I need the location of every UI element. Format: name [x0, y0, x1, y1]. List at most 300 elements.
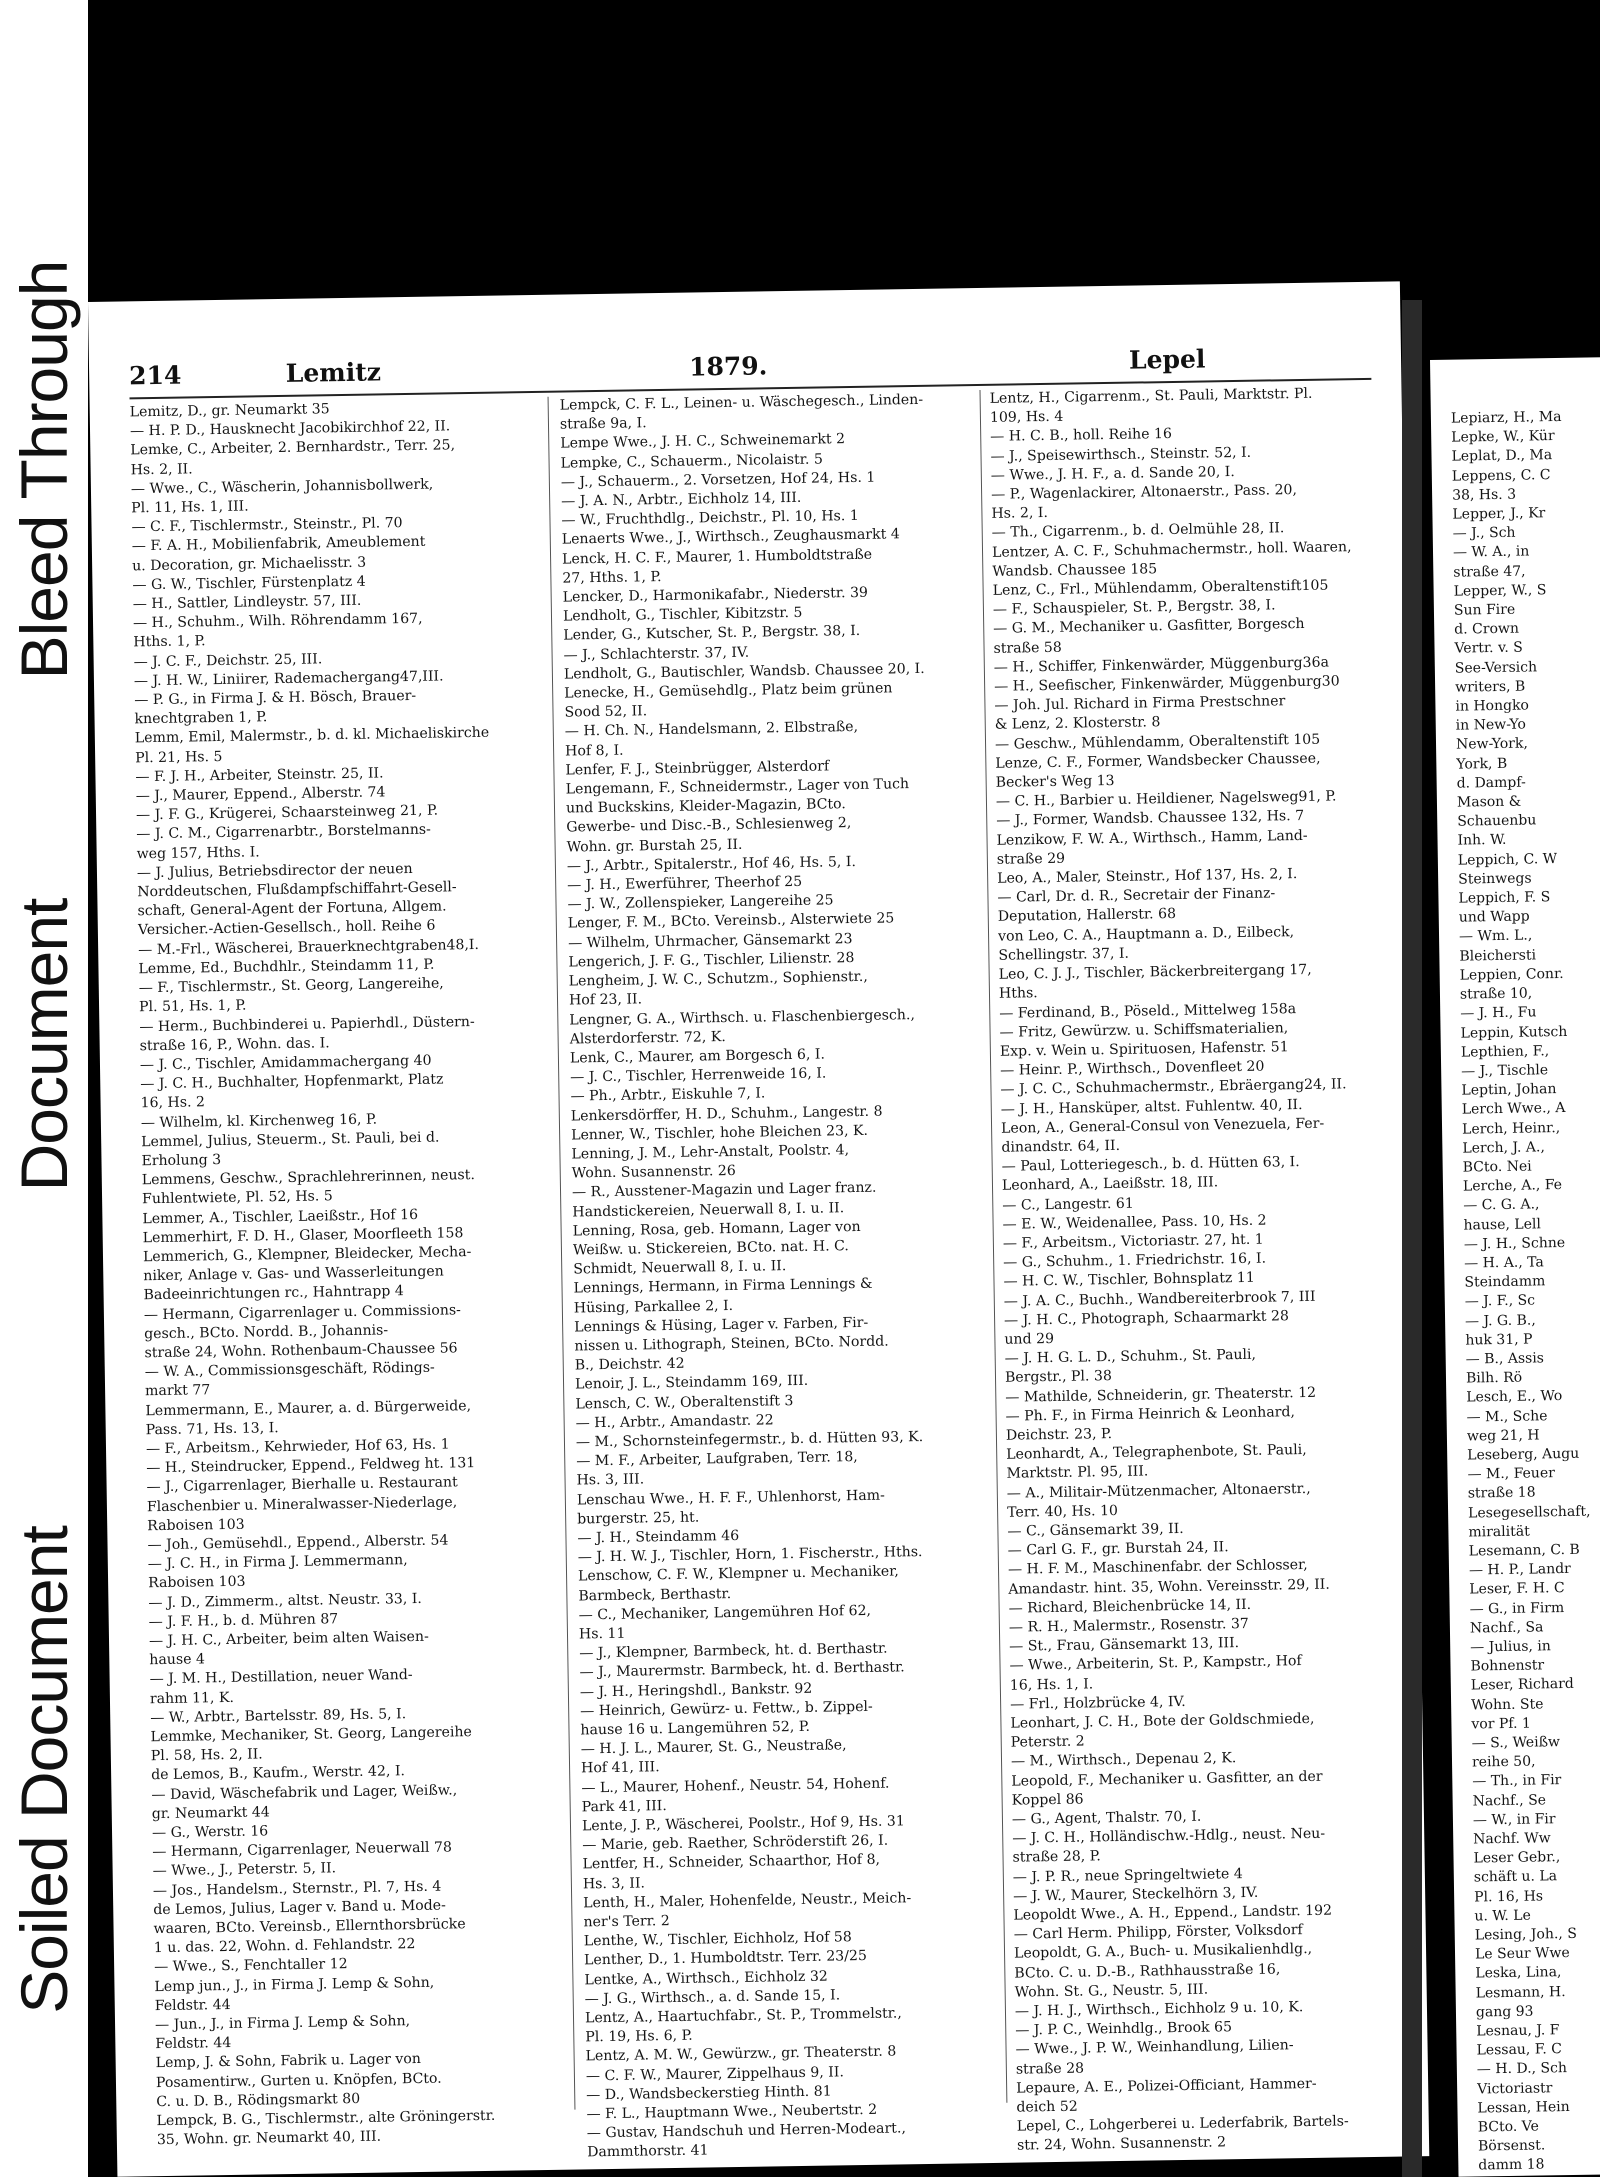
directory-entry: Raboisen 103: [148, 1574, 246, 1592]
page-number: 214: [128, 360, 182, 391]
directory-entry: New-York,: [1455, 735, 1528, 754]
directory-entry: Leser, F. H. C: [1469, 1580, 1565, 1598]
directory-entry: — J. W., Zollenspieker, Langereihe 25: [567, 892, 834, 913]
directory-entry: u. W. Le: [1474, 1907, 1531, 1925]
directory-entry: Bleichersti: [1459, 947, 1537, 965]
directory-entry: BCto. Ve: [1477, 2118, 1539, 2136]
directory-entry: Hths. 1, P.: [133, 633, 206, 651]
directory-entry: — H. J. L., Maurer, St. G., Neustraße,: [580, 1737, 847, 1758]
directory-entry: — David, Wäschefabrik und Lager, Weißw.,: [151, 1782, 458, 1803]
directory-entry: Leppien, Conr.: [1459, 965, 1564, 984]
directory-entry: Inh. W.: [1457, 832, 1507, 850]
directory-entry: — Hermann, Cigarrenlager u. Commissions-: [143, 1301, 462, 1323]
directory-entry: — J., Tischle: [1461, 1062, 1549, 1080]
directory-entry: — W., Fruchthdlg., Deichstr., Pl. 10, Hs. 1: [561, 508, 859, 529]
directory-entry: — Carl G. F., gr. Burstah 24, II.: [1007, 1539, 1229, 1559]
directory-entry: — J., Cigarrenlager, Bierhalle u. Restaurant: [146, 1474, 458, 1496]
directory-entry: Deichstr. 23, P.: [1005, 1426, 1113, 1444]
directory-entry: Lendholt, G., Tischler, Kibitzstr. 5: [562, 605, 803, 625]
directory-entry: — Jos., Handelsm., Sternstr., Pl. 7, Hs. 4: [152, 1878, 442, 1899]
directory-entry: — E. W., Weidenallee, Pass. 10, Hs. 2: [1002, 1212, 1267, 1233]
directory-entry: Pl. 51, Hs. 1, P.: [138, 997, 247, 1016]
directory-entry: Amandastr. hint. 35, Wohn. Vereinsstr. 29, II.: [1008, 1576, 1330, 1598]
directory-entry: — Joh., Gemüsehdl., Eppend., Alberstr. 54: [147, 1532, 449, 1554]
directory-entry: See-Versich: [1454, 658, 1538, 677]
directory-entry: — P., Wagenlackirer, Altonaerstr., Pass. 20,: [991, 482, 1298, 503]
directory-entry: Terr. 40, Hs. 10: [1007, 1502, 1119, 1521]
directory-entry: hause 16 u. Langemühren 52, P.: [580, 1718, 811, 1739]
directory-entry: — J. C. H., Buchhalter, Hopfenmarkt, Platz: [140, 1071, 444, 1093]
directory-entry: Leseberg, Augu: [1467, 1445, 1580, 1464]
directory-entry: Bilh. Rö: [1465, 1369, 1523, 1387]
directory-entry: Leplat, D., Ma: [1451, 447, 1553, 466]
directory-entry: 16, Hs. 2: [140, 1094, 206, 1112]
directory-entry: — J. C. M., Cigarrenarbtr., Borstelmanns-: [136, 822, 431, 843]
left-running-head: Lemitz: [285, 357, 382, 388]
directory-entry: — Richard, Bleichenbrücke 14, II.: [1008, 1596, 1252, 1617]
next-page-edge: [1430, 357, 1600, 2177]
directory-entry: — Wwe., J., Peterstr. 5, II.: [152, 1860, 337, 1880]
directory-entry: — J. M. H., Destillation, neuer Wand-: [149, 1667, 413, 1688]
directory-entry: Le Seur Wwe: [1474, 1945, 1570, 1963]
directory-entry: und Wapp: [1458, 908, 1530, 926]
directory-entry: — C., Mechaniker, Langemühren Hof 62,: [578, 1602, 872, 1624]
directory-entry: Leonhard, A., Laeißstr. 18, III.: [1001, 1174, 1219, 1195]
directory-entry: Lentz, H., Cigarrenm., St. Pauli, Marktstr. Pl.: [989, 385, 1313, 407]
directory-entry: u. Decoration, gr. Michaelisstr. 3: [132, 554, 367, 574]
directory-entry: — Jun., J., in Firma J. Lemp & Sohn,: [154, 2013, 411, 2034]
directory-entry: reihe 50,: [1471, 1753, 1536, 1771]
directory-entry: Lepaure, A. E., Polizei-Officiant, Hammer-: [1016, 2075, 1317, 2097]
directory-entry: Lenschow, C. F. W., Klempner u. Mechaniker,: [577, 1563, 899, 1585]
directory-entry: — J. H. J., Wirthsch., Eichholz 9 u. 10, K.: [1014, 1999, 1304, 2020]
directory-entry: — L., Maurer, Hohenf., Neustr. 54, Hohenf.: [581, 1775, 890, 1797]
directory-entry: — J., Former, Wandsb. Chaussee 132, Hs. 7: [996, 808, 1305, 830]
directory-entry: — J. F. G., Krügerei, Schaarsteinweg 21, P.: [135, 802, 439, 824]
directory-entry: — C. F., Tischlermstr., Steinstr., Pl. 70: [131, 515, 403, 536]
directory-entry: — J. H. W., Liniirer, Rademachergang47,III.: [133, 668, 444, 690]
directory-entry: Lempck, C. F. L., Leinen- u. Wäschegesch., Linden-: [559, 391, 924, 414]
directory-entry: Lengemann, F., Schneidermstr., Lager von Tuch: [565, 776, 910, 798]
right-running-head: Lepel: [1128, 344, 1206, 375]
directory-entry: — B., Assis: [1465, 1350, 1545, 1368]
directory-entry: — H., Steindrucker, Eppend., Feldweg ht. 131: [146, 1455, 476, 1477]
directory-entry: Nachf., Se: [1472, 1791, 1547, 1810]
directory-entry: — J. H. C., Arbeiter, beim alten Waisen-: [148, 1628, 429, 1650]
directory-entry: — F., Schauspieler, St. P., Bergstr. 38, I.: [992, 597, 1276, 619]
directory-entry: ner's Terr. 2: [583, 1913, 670, 1931]
directory-entry: — H. F. M., Maschinenfabr. der Schlosser,: [1007, 1557, 1308, 1579]
directory-entry: — Paul, Lotteriegesch., b. d. Hütten 63, I.: [1001, 1154, 1300, 1175]
directory-entry: — J. Julius, Betriebsdirector der neuen: [136, 860, 413, 882]
directory-entry: Posamentirw., Gurten u. Knöpfen, BCto.: [155, 2070, 442, 2091]
directory-entry: Lemmermann, E., Maurer, a. d. Bürgerweide,: [145, 1397, 472, 1419]
directory-entry: Leon, A., General-Consul von Venezuela, Fer-: [1000, 1115, 1325, 1137]
directory-entry: — D., Wandsbeckerstieg Hinth. 81: [586, 2083, 832, 2104]
directory-entry: Lemmel, Julius, Steuerm., St. Pauli, bei d.: [141, 1129, 440, 1150]
directory-entry: — F. A. H., Mobilienfabrik, Ameublement: [131, 534, 426, 555]
directory-entry: Victoriastr: [1477, 2079, 1553, 2098]
directory-entry: — J. D., Zimmerm., altst. Neustr. 33, I.: [148, 1590, 422, 1611]
directory-entry: rahm 11, K.: [149, 1689, 235, 1707]
directory-entry: Lemmer, A., Tischler, Laeißstr., Hof 16: [142, 1206, 419, 1227]
directory-entry: — J. C., Tischler, Herrenweide 16, I.: [570, 1065, 827, 1086]
directory-entry: Lente, J. P., Wäscherei, Poolstr., Hof 9, Hs. 31: [581, 1813, 905, 1835]
directory-entry: Lesnau, J. F: [1476, 2022, 1560, 2040]
directory-entry: Leonhardt, A., Telegraphenbote, St. Pauli,: [1006, 1442, 1307, 1463]
directory-column-3: [989, 384, 1417, 2157]
directory-entry: — M., Feuer: [1467, 1465, 1556, 1483]
directory-entry: Nachf. Ww: [1473, 1830, 1551, 1848]
directory-entry: — G. M., Mechaniker u. Gasfitter, Borgesch: [993, 616, 1305, 638]
directory-entry: — H. P., Landr: [1468, 1561, 1571, 1579]
directory-entry: vor Pf. 1: [1471, 1715, 1531, 1733]
directory-entry: — S., Weißw: [1471, 1734, 1561, 1752]
directory-entry: Flaschenbier u. Mineralwasser-Niederlage,: [146, 1493, 458, 1515]
directory-entry: Lengerich, J. F. G., Tischler, Lilienstr. 28: [568, 949, 855, 971]
directory-entry: Leppich, F. S: [1458, 889, 1551, 907]
directory-entry: Lenfer, F. J., Steinbrügger, Alsterdorf: [565, 758, 830, 779]
directory-entry: dinandstr. 64, II.: [1001, 1137, 1121, 1156]
directory-entry: Lemitz, D., gr. Neumarkt 35: [129, 401, 330, 421]
directory-entry: Lenze, C. F., Former, Wandsbecker Chaussee,: [995, 750, 1321, 772]
directory-entry: Lenzikow, F. W. A., Wirthsch., Hamm, Land-: [996, 827, 1308, 849]
directory-entry: weg 157, Hths. I.: [136, 844, 260, 862]
directory-entry: Marktstr. Pl. 95, III.: [1006, 1463, 1149, 1483]
directory-entry: straße 28: [1015, 2060, 1085, 2078]
directory-entry: Lenz, C., Frl., Mühlendamm, Oberaltenstift105: [992, 577, 1329, 599]
directory-entry: — J. P. R., neue Springeltwiete 4: [1012, 1865, 1243, 1886]
directory-entry: — H. Ch. N., Handelsmann, 2. Elbstraße,: [564, 719, 859, 741]
directory-entry: Lemp jun., J., in Firma J. Lemp & Sohn,: [154, 1974, 435, 1995]
directory-entry: Schellingstr. 37, I.: [998, 945, 1130, 964]
directory-entry: Lenck, H. C. F., Maurer, 1. Humboldtstraße: [561, 546, 873, 568]
directory-entry: Hof 41, III.: [580, 1759, 660, 1777]
directory-entry: Hs. 2, I.: [991, 505, 1049, 523]
directory-entry: straße 28, P.: [1012, 1848, 1101, 1867]
directory-entry: — Heinrich, Gewürz- u. Fettw., b. Zippel-: [580, 1698, 873, 1720]
directory-entry: weg 21, H: [1466, 1427, 1540, 1445]
directory-entry: Börsenst.: [1477, 2137, 1546, 2155]
directory-entry: Lencker, D., Harmonikafabr., Niederstr. 39: [562, 584, 869, 606]
directory-entry: Hof 8, I.: [564, 742, 624, 760]
directory-entry: — W., in Fir: [1472, 1811, 1556, 1829]
directory-entry: straße 18: [1467, 1484, 1536, 1502]
directory-entry: — M. F., Arbeiter, Laufgraben, Terr. 18,: [576, 1449, 858, 1470]
directory-entry: Lemme, Ed., Buchdhlr., Steindamm 11, P.: [138, 956, 435, 978]
directory-entry: straße 29: [996, 850, 1066, 868]
directory-entry: hause 4: [149, 1651, 206, 1669]
directory-entry: Erholung 3: [141, 1151, 222, 1170]
directory-entry: Hs. 3, II.: [582, 1875, 646, 1893]
directory-entry: — A., Militair-Mützenmacher, Altonaerstr.,: [1006, 1480, 1311, 1502]
directory-entry: Weißw. u. Stickereien, BCto. nat. H. C.: [572, 1238, 849, 1259]
directory-entry: Hof 23, II.: [568, 991, 643, 1009]
directory-entry: Lerch, J. A.,: [1462, 1139, 1545, 1157]
directory-entry: Lemp, J. & Sohn, Fabrik u. Lager von: [155, 2051, 422, 2072]
directory-entry: damm 18: [1478, 2156, 1545, 2174]
directory-entry: Steindamm: [1464, 1273, 1546, 1291]
directory-entry: — J., Schlachterstr. 37, IV.: [563, 644, 750, 664]
directory-entry: — Joh. Jul. Richard in Firma Prestschner: [994, 693, 1286, 715]
directory-entry: — Carl, Dr. d. R., Secretair der Finanz-: [997, 885, 1276, 907]
directory-entry: — R. H., Malermstr., Rosenstr. 37: [1008, 1615, 1249, 1636]
directory-entry: Hs. 3, III.: [576, 1471, 645, 1489]
directory-entry: — J., Schauerm., 2. Vorsetzen, Hof 24, Hs. 1: [560, 469, 876, 491]
directory-entry: — G., Schuhm., 1. Friedrichstr. 16, I.: [1003, 1250, 1267, 1271]
directory-entry: — J., Sch: [1452, 524, 1516, 542]
directory-entry: Hs. 11: [578, 1625, 626, 1643]
directory-entry: deich 52: [1016, 2098, 1078, 2116]
directory-entry: Wandsb. Chaussee 185: [992, 561, 1158, 580]
directory-entry: Handstickereien, Neuerwall 8, I. u. II.: [572, 1199, 845, 1221]
directory-entry: — Wwe., J. P. W., Weinhandlung, Lilien-: [1015, 2037, 1294, 2059]
directory-entry: Lepel, C., Lohgerberei u. Lederfabrik, Bartels-: [1016, 2113, 1349, 2135]
directory-entry: straße 10,: [1459, 985, 1533, 1003]
directory-entry: Wohn. St. G., Neustr. 5, III.: [1014, 1981, 1209, 2001]
directory-entry: nissen u. Lithograph, Steinen, BCto. Nordd.: [574, 1333, 889, 1355]
directory-entry: Leopoldt Wwe., A. H., Eppend., Landstr. 192: [1013, 1902, 1333, 1924]
directory-entry: Lenkersdörffer, H. D., Schuhm., Langestr. 8: [570, 1103, 883, 1125]
directory-entry: Lennings, Hermann, in Firma Lennings &: [573, 1276, 873, 1297]
directory-entry: Leonhart, J. C. H., Bote der Goldschmiede,: [1010, 1710, 1315, 1732]
directory-entry: — C. F. W., Maurer, Zippelhaus 9, II.: [585, 2064, 844, 2085]
directory-entry: — Herm., Buchbinderei u. Papierhdl., Düstern-: [139, 1013, 475, 1035]
directory-entry: und Buckskins, Kleider-Magazin, BCto.: [565, 796, 846, 817]
directory-entry: — J. A. C., Buchh., Wandbereiterbrook 7, III: [1003, 1288, 1316, 1310]
directory-entry: Lemmke, Mechaniker, St. Georg, Langereihe: [150, 1724, 472, 1746]
page-year: 1879.: [688, 351, 768, 382]
directory-entry: Deputation, Hallerstr. 68: [997, 906, 1177, 926]
directory-entry: Leska, Lina,: [1475, 1964, 1562, 1982]
directory-entry: — H. A., Ta: [1464, 1254, 1544, 1272]
directory-entry: Lempke, C., Schauerm., Nicolaistr. 5: [560, 451, 823, 472]
directory-entry: & Lenz, 2. Klosterstr. 8: [994, 714, 1161, 734]
directory-entry: — M., Wirthsch., Depenau 2, K.: [1010, 1750, 1237, 1771]
directory-entry: Pl. 11, Hs. 1, III.: [131, 498, 249, 517]
directory-entry: Feldstr. 44: [154, 1996, 231, 2015]
directory-entry: und 29: [1004, 1330, 1055, 1348]
directory-entry: Vertr. v. S: [1454, 640, 1523, 658]
directory-entry: schäft u. La: [1473, 1868, 1558, 1886]
directory-entry: burgerstr. 25, ht.: [577, 1509, 700, 1528]
directory-entry: Versicher.-Actien-Gesellsch., holl. Reihe 6: [137, 918, 436, 939]
directory-entry: — Hermann, Cigarrenlager, Neuerwall 78: [152, 1839, 453, 1861]
directory-entry: Pl. 58, Hs. 2, II.: [150, 1746, 263, 1765]
directory-entry: — J., Speisewirthsch., Steinstr. 52, I.: [990, 444, 1252, 465]
directory-entry: — Mathilde, Schneiderin, gr. Theaterstr. 12: [1005, 1384, 1317, 1406]
directory-entry: Leppin, Kutsch: [1460, 1023, 1568, 1042]
directory-entry: Leser, Richard: [1470, 1676, 1574, 1694]
directory-entry: — G. W., Tischler, Fürstenplatz 4: [132, 573, 366, 594]
directory-entry: — Wwe., J. H. F., a. d. Sande 20, I.: [990, 463, 1235, 484]
directory-entry: Lenecke, H., Gemüsehdlg., Platz beim grünen: [564, 680, 893, 702]
directory-entry: knechtgraben 1, P.: [134, 709, 268, 728]
directory-entry: Badeeinrichtungen rc., Hahntrapp 4: [143, 1283, 404, 1304]
directory-entry: — C., Langestr. 61: [1002, 1195, 1134, 1214]
directory-entry: — F., Tischlermstr., St. Georg, Langereihe,: [138, 975, 444, 997]
directory-entry: — J., Maurermstr. Barmbeck, ht. d. Berthastr.: [579, 1659, 905, 1681]
directory-entry: Hüsing, Parkallee 2, I.: [573, 1297, 734, 1317]
directory-entry: — Gustav, Handschuh und Herren-Modeart.,: [586, 2120, 906, 2142]
directory-entry: — J. H. C., Photograph, Schaarmarkt 28: [1003, 1308, 1289, 1329]
directory-entry: — Wwe., S., Fenchtaller 12: [154, 1956, 348, 1976]
directory-entry: — H., Arbtr., Amandastr. 22: [575, 1412, 774, 1432]
directory-entry: — M., Sche: [1466, 1407, 1548, 1426]
directory-entry: Sood 52, II.: [564, 703, 648, 721]
directory-entry: Schmidt, Neuerwall 8, I. u. II.: [573, 1258, 787, 1278]
directory-entry: — J. F., Sc: [1464, 1292, 1536, 1310]
directory-entry: — J. F. H., b. d. Mühren 87: [148, 1611, 339, 1631]
directory-entry: — Carl Herm. Philipp, Förster, Volksdorf: [1013, 1922, 1303, 1943]
directory-entry: Lenk, C., Maurer, am Borgesch 6, I.: [569, 1046, 826, 1067]
directory-entry: Raboisen 103: [147, 1516, 245, 1535]
directory-entry: Lenaerts Wwe., J., Wirthsch., Zeughausmarkt 4: [561, 526, 900, 549]
directory-entry: — J., Arbtr., Spitalerstr., Hof 46, Hs. 5, I.: [566, 853, 856, 875]
directory-entry: — H. P. D., Hausknecht Jacobikirchhof 22, II.: [129, 418, 451, 440]
directory-entry: Lenthe, W., Tischler, Eichholz, Hof 58: [583, 1929, 852, 1950]
directory-entry: B., Deichstr. 42: [574, 1355, 685, 1374]
directory-entry: gesch., BCto. Nordd. B., Johannis-: [144, 1322, 389, 1342]
directory-entry: — M.-Frl., Wäscherei, Brauerknechtgraben48,I.: [138, 936, 480, 958]
directory-entry: Pl. 21, Hs. 5: [135, 748, 223, 766]
directory-entry: — H. C. W., Tischler, Bohnsplatz 11: [1003, 1270, 1255, 1291]
directory-column-2: [560, 390, 998, 2163]
directory-entry: Lemmerhirt, F. D. H., Glaser, Moorfleeth 158: [142, 1224, 464, 1246]
directory-entry: York, B: [1456, 755, 1508, 773]
directory-entry: Feldstr. 44: [155, 2035, 232, 2053]
directory-entry: — C. H., Barbier u. Heildiener, Nagelsweg91, P.: [995, 788, 1337, 811]
directory-entry: schaft, General-Agent der Fortuna, Allgem.: [137, 898, 447, 920]
directory-entry: 38, Hs. 3: [1452, 486, 1517, 504]
directory-entry: — R., Ausstener-Magazin und Lager franz.: [571, 1180, 877, 1201]
directory-entry: Koppel 86: [1011, 1791, 1084, 1809]
directory-entry: 16, Hs. 1, I.: [1009, 1675, 1094, 1694]
directory-entry: Peterstr. 2: [1010, 1733, 1085, 1751]
directory-entry: — J. H., Fu: [1460, 1004, 1537, 1022]
directory-entry: Fuhlentwiete, Pl. 52, Hs. 5: [141, 1188, 333, 1208]
directory-entry: Lendholt, G., Bautischler, Wandsb. Chaussee 20, I.: [563, 660, 925, 683]
directory-entry: Wohn. Susannenstr. 26: [571, 1163, 736, 1182]
directory-entry: — F. J. H., Arbeiter, Steinstr. 25, II.: [135, 765, 384, 786]
directory-entry: — J. H., Schne: [1463, 1234, 1566, 1253]
directory-entry: — H. C. B., holl. Reihe 16: [990, 426, 1173, 446]
directory-entry: — G., Agent, Thalstr. 70, I.: [1011, 1808, 1202, 1828]
directory-entry: Lesegesellschaft,: [1467, 1503, 1591, 1522]
directory-entry: — Fritz, Gewürzw. u. Schiffsmaterialien,: [999, 1019, 1289, 1041]
directory-entry: Lempck, B. G., Tischlermstr., alte Gröningerstr.: [156, 2107, 496, 2130]
directory-entry: Leppens, C. C: [1451, 466, 1551, 485]
directory-entry: Lentz, A. M. W., Gewürzw., gr. Theaterstr. 8: [585, 2043, 897, 2065]
directory-entry: — H. D., Sch: [1476, 2060, 1568, 2078]
directory-entry: Lentke, A., Wirthsch., Eichholz 32: [584, 1968, 828, 1989]
next-page-column: [1451, 408, 1600, 2176]
directory-entry: straße 9a, I.: [559, 415, 647, 433]
directory-entry: Lensch, C. W., Oberaltenstift 3: [575, 1392, 794, 1413]
directory-entry: — Th., in Fir: [1472, 1772, 1562, 1790]
directory-entry: — F. L., Hauptmann Wwe., Neubertstr. 2: [586, 2101, 878, 2123]
directory-entry: Lerch, Heinr.,: [1461, 1119, 1561, 1138]
directory-entry: Mason &: [1456, 793, 1522, 811]
directory-entry: Hths.: [998, 985, 1038, 1003]
directory-entry: — Wwe., C., Wäscherin, Johannisbollwerk,: [130, 476, 434, 498]
directory-entry: — C., Gänsemarkt 39, II.: [1007, 1520, 1184, 1540]
directory-entry: Leo, A., Maler, Steinstr., Hof 137, Hs. 2, I.: [997, 866, 1298, 887]
directory-entry: Lentzer, A. C. F., Schuhmachermstr., holl. Waaren,: [991, 538, 1352, 561]
directory-entry: Barmbeck, Berthastr.: [578, 1585, 732, 1605]
directory-entry: Lemmens, Geschw., Sprachlehrerinnen, neust.: [141, 1167, 475, 1189]
book-gutter: [1402, 300, 1422, 2177]
directory-entry: Lenning, J. M., Lehr-Anstalt, Poolstr. 4,: [571, 1142, 850, 1163]
directory-entry: Lepke, W., Kür: [1451, 428, 1555, 446]
directory-entry: str. 24, Wohn. Susannenstr. 2: [1016, 2134, 1227, 2155]
directory-entry: Lenth, H., Maler, Hohenfelde, Neustr., Meich-: [583, 1890, 912, 1912]
directory-entry: Wohn. gr. Burstah 25, II.: [566, 836, 743, 856]
directory-entry: Lerche, A., Fe: [1462, 1177, 1563, 1195]
directory-entry: Hs. 2, II.: [130, 460, 193, 478]
directory-entry: Gewerbe- und Disc.-B., Schlesienweg 2,: [566, 815, 852, 837]
directory-entry: Lepper, W., S: [1453, 582, 1547, 600]
directory-entry: — Wilhelm, kl. Kirchenweg 16, P.: [140, 1111, 378, 1131]
directory-entry: Lemm, Emil, Malermstr., b. d. kl. Michaeliskirche: [134, 725, 490, 747]
directory-entry: Sun Fire: [1453, 601, 1516, 619]
directory-entry: — C. G. A.,: [1463, 1196, 1540, 1214]
directory-entry: — W. A., Commissionsgeschäft, Rödings-: [144, 1359, 435, 1381]
directory-entry: straße 16, P., Wohn. das. I.: [139, 1034, 330, 1054]
directory-entry: Lepthien, F.,: [1460, 1042, 1550, 1061]
directory-entry: Lender, G., Kutscher, St. P., Bergstr. 38, I.: [563, 623, 861, 645]
directory-entry: — H., Seefischer, Finkenwärder, Müggenburg30: [994, 673, 1340, 695]
directory-entry: Lerch Wwe., A: [1461, 1100, 1566, 1118]
directory-entry: C. u. D. B., Rödingsmarkt 80: [156, 2090, 361, 2111]
directory-entry: Lemke, C., Arbeiter, 2. Bernhardstr., Terr. 25,: [130, 437, 456, 459]
directory-entry: d. Crown: [1454, 620, 1520, 638]
directory-entry: — J., Maurer, Eppend., Alberstr. 74: [135, 784, 386, 805]
directory-entry: Leptin, Johan: [1461, 1081, 1557, 1099]
sidebar: Soiled Document Document Bleed Through: [0, 0, 88, 2177]
directory-entry: waaren, BCto. Vereinsb., Ellernthorsbrücke: [153, 1916, 466, 1938]
directory-entry: gr. Neumarkt 44: [151, 1804, 270, 1823]
directory-entry: Lengner, G. A., Wirthsch. u. Flaschenbiergesch.,: [569, 1006, 915, 1029]
directory-entry: in New-Yo: [1455, 716, 1526, 734]
directory-entry: Lemmerich, G., Klempner, Bleidecker, Mecha-: [142, 1244, 472, 1266]
directory-entry: Lesch, E., Wo: [1466, 1388, 1563, 1406]
directory-entry: Park 41, III.: [581, 1797, 667, 1816]
directory-entry: — J. P. C., Weinhdlg., Brook 65: [1015, 2019, 1233, 2039]
directory-entry: 27, Hths. 1, P.: [562, 568, 662, 587]
directory-entry: straße 47,: [1453, 563, 1526, 581]
directory-entry: — H., Sattler, Lindleystr. 57, III.: [132, 592, 362, 613]
directory-entry: Leopoldt, G. A., Buch- u. Musikalienhdlg.,: [1013, 1941, 1313, 1963]
directory-entry: — Wm. L.,: [1458, 927, 1533, 946]
directory-entry: Lenger, F. M., BCto. Vereinsb., Alsterwiete 25: [567, 910, 895, 933]
directory-entry: Leser Gebr.,: [1473, 1849, 1561, 1867]
directory-entry: Lentz, A., Haartuchfabr., St. P., Trommelstr.,: [584, 2005, 902, 2027]
directory-entry: niker, Anlage v. Gas- und Wasserleitungen: [143, 1263, 444, 1285]
directory-entry: 109, Hs. 4: [989, 408, 1064, 427]
directory-entry: gang 93: [1475, 2003, 1534, 2021]
directory-entry: Lesemann, C. B: [1468, 1541, 1580, 1560]
directory-entry: Pl. 19, Hs. 6, P.: [585, 2027, 693, 2046]
directory-entry: — H., Schuhm., Wilh. Röhrendamm 167,: [132, 611, 423, 632]
directory-entry: — Heinr. P., Wirthsch., Dovenfleet 20: [1000, 1058, 1265, 1079]
directory-entry: Schauenbu: [1457, 812, 1537, 830]
directory-entry: de Lemos, Julius, Lager v. Band u. Mode-: [153, 1897, 446, 1919]
directory-entry: — J. H. W. J., Tischler, Horn, 1. Fischerstr., Hths.: [577, 1544, 923, 1566]
directory-entry: — H., Schiffer, Finkenwärder, Müggenburg36a: [993, 654, 1330, 676]
directory-entry: huk 31, P: [1465, 1331, 1533, 1349]
directory-entry: straße 24, Wohn. Rothenbaum-Chaussee 56: [144, 1340, 458, 1362]
